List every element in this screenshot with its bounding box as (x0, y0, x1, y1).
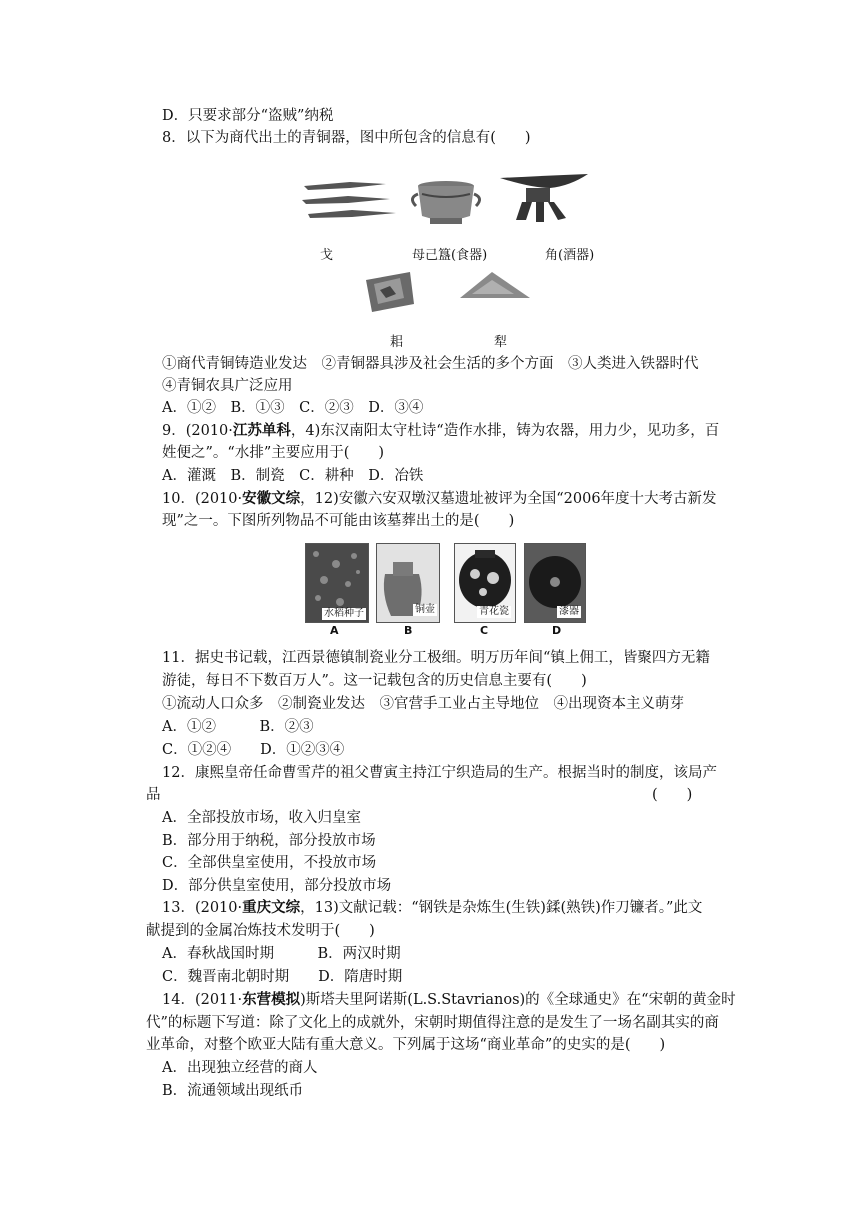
q8-stem: 8．以下为商代出土的青铜器，图中所包含的信息有( ) (162, 130, 531, 146)
q11-options: ①流动人口众多 ②制瓷业发达 ③官营手工业占主导地位 ④出现资本主义萌芽 (162, 696, 684, 712)
q12-option-a: A．全部投放市场，收入归皇室 (162, 810, 361, 826)
q10-prefix: 10．(2010· (162, 491, 243, 507)
photo-blue-white-porcelain (454, 543, 516, 623)
q14-source: 东营模拟 (242, 991, 301, 1008)
q13-source: 重庆文综 (242, 899, 301, 916)
q14-text: )斯塔夫里阿诺斯(L.S.Stavrianos)的《全球通史》在“宋朝的黄金时 (300, 992, 736, 1008)
q8-choices: A．①② B．①③ C．②③ D．③④ (162, 400, 424, 416)
label-bronze-pot: 铜壶 (415, 604, 435, 615)
q12-option-d: D．部分供皇室使用，部分投放市场 (162, 878, 392, 894)
q11-stem-line2: 游徒，每日不下数百万人”。这一记载包含的历史信息主要有( ) (162, 673, 587, 689)
q12-option-b: B．部分用于纳税，部分投放市场 (162, 833, 376, 849)
q12-answer-paren: ( ) (652, 787, 693, 803)
caption-ge: 戈 (320, 248, 334, 263)
label-lacquerware: 漆器 (559, 606, 579, 617)
q8-options-line2: ④青铜农具广泛应用 (162, 378, 293, 394)
q13-stem-line1 (162, 898, 702, 918)
photo-lacquerware (524, 543, 586, 623)
q10-source: 安徽文综 (242, 490, 301, 507)
caption-si: 耜 (390, 335, 404, 350)
q13-text: ，13)文献记载：“钢铁是杂炼生(生铁)鍒(熟铁)作刀镰者。”此文 (300, 900, 703, 916)
q7-option-d: D．只要求部分“盗贼”纳税 (162, 108, 334, 124)
q9-text: ，4)东汉南阳太守杜诗“造作水排，铸为农器，用力少，见功多，百 (290, 423, 720, 439)
caption-jiao: 角(酒器) (545, 248, 595, 263)
caption-gui: 母己簋(食器) (412, 248, 488, 263)
q14-option-b: B．流通领域出现纸币 (162, 1083, 304, 1099)
q11-choices-cd: C．①②④ D．①②③④ (162, 742, 345, 758)
figure-letter-a: A (330, 624, 339, 637)
q11-choices-ab: A．①② B．②③ (162, 719, 314, 735)
q9-stem-line2: 姓便之”。“水排”主要应用于( ) (162, 445, 385, 461)
label-blue-white-porcelain: 青花瓷 (479, 606, 509, 617)
q14-option-a: A．出现独立经营的商人 (162, 1060, 318, 1076)
q8-options-line1: ①商代青铜铸造业发达 ②青铜器具涉及社会生活的多个方面 ③人类进入铁器时代 (162, 356, 699, 372)
q13-stem-line2: 献提到的金属冶炼技术发明于( ) (146, 923, 375, 939)
q14-stem-line2: 代”的标题下写道：除了文化上的成就外，宋朝时期值得注意的是发生了一场名副其实的商 (146, 1015, 719, 1031)
q10-stem-line1 (162, 489, 717, 509)
caption-li: 犁 (494, 335, 508, 350)
q10-stem-line2: 现”之一。下图所列物品不可能由该墓葬出土的是( ) (162, 513, 515, 529)
q13-prefix: 13．(2010· (162, 900, 243, 916)
figure-letter-b: B (404, 624, 413, 637)
q13-choices-ab: A．春秋战国时期 B．两汉时期 (162, 946, 401, 962)
q12-stem-line2: 品 (146, 787, 161, 803)
q12-option-c: C．全部供皇室使用，不投放市场 (162, 855, 377, 871)
figure-letter-c: C (480, 624, 489, 637)
figure-letter-d: D (552, 624, 562, 637)
photo-rice-seeds (305, 543, 369, 623)
label-rice-seeds: 水稻种子 (324, 608, 364, 619)
q9-stem-line1 (162, 421, 719, 441)
q9-prefix: 9．(2010· (162, 423, 233, 439)
q11-stem-line1: 11．据史书记载，江西景德镇制瓷业分工极细。明万历年间“镇上佣工，皆聚四方无籍 (162, 650, 710, 666)
q14-stem-line1 (162, 990, 736, 1010)
photo-bronze-pot (376, 543, 440, 623)
q10-text: ，12)安徽六安双墩汉墓遗址被评为全国“2006年度十大考古新发 (300, 491, 717, 507)
q12-stem-line1: 12．康熙皇帝任命曹雪芹的祖父曹寅主持江宁织造局的生产。根据当时的制度，该局产 (162, 765, 717, 781)
q9-choices: A．灌溉 B．制瓷 C．耕种 D．冶铁 (162, 468, 424, 484)
q14-stem-line3: 业革命，对整个欧亚大陆有重大意义。下列属于这场“商业革命”的史实的是( ) (146, 1037, 666, 1053)
q13-choices-cd: C．魏晋南北朝时期 D．隋唐时期 (162, 969, 403, 985)
q9-source: 江苏单科 (232, 422, 291, 439)
q14-prefix: 14．(2011· (162, 992, 243, 1008)
